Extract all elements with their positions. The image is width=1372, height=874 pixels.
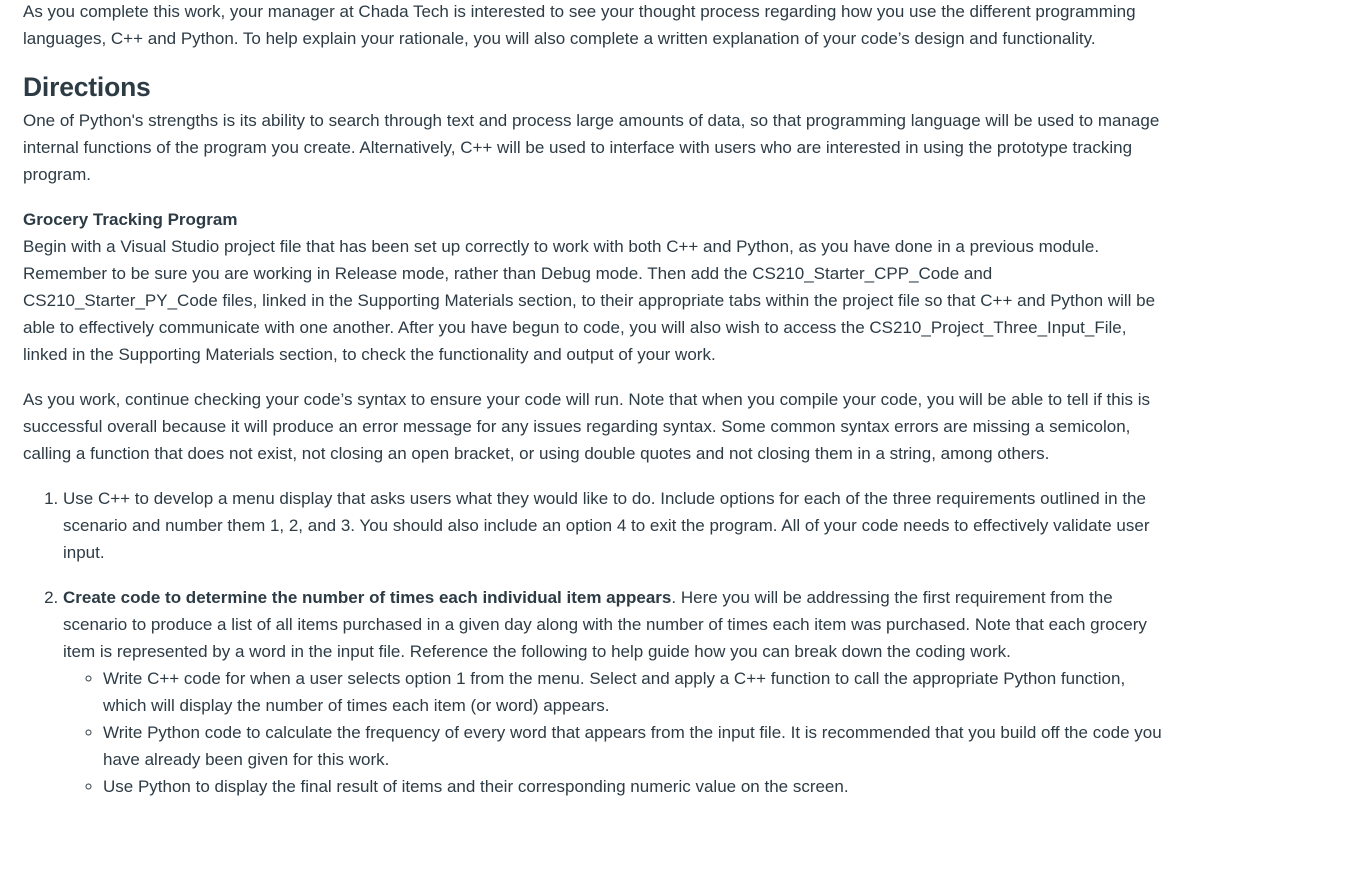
directions-heading: Directions <box>23 72 151 102</box>
grocery-paragraph: Begin with a Visual Studio project file that has been set up correctly to work with both C++ and Python, as you have done in a previous module. Remember to be sure you are working in Release mode, rather than Debug mode. Then add the CS210_Starter_CPP_Code and CS210_Starter_PY_Code files, linked in the Supporting Materials section, to their appropriate tabs within the project file so that C++ and Python will be able to effectively communicate with one another. After you have begun to code, you will also wish to access the CS210_Project_Three_Input_File, linked in the Supporting Materials section, to check the functionality and output of your work. <box>23 237 1156 364</box>
bullet-item: ◦ Write Python code to calculate the frequency of every word that appears from the input file. It is recommended that you build off the code you have already been given for this work. <box>103 719 1173 773</box>
syntax-paragraph: As you work, continue checking your code’s syntax to ensure your code will run. Note that when you compile your code, you will be able to tell if this is successful overall because it will produce an error message for any issues regarding syntax. Some common syntax errors are missing a semicolon, calling a function that does not exist, not closing an open bracket, or using double quotes and not closing them in a string, among others. <box>23 390 1150 463</box>
directions-paragraph: One of Python's strengths is its ability to search through text and process large amounts of data, so that programming language will be used to manage internal functions of the program you create. Alternatively, C++ will be used to interface with users who are interested in using the prototype tracking program. <box>23 111 1160 184</box>
grocery-heading: Grocery Tracking Program <box>23 210 238 229</box>
step-2-bold-text: Create code to determine the number of times each individual item appears <box>63 588 672 607</box>
intro-paragraph: As you complete this work, your manager at Chada Tech is interested to see your thought process regarding how you use the different programming languages, C++ and Python. To help explain your rationale, you will also complete a written explanation of your code’s design and functionality. <box>23 2 1136 48</box>
step-2-text: . Here you will be addressing the first requirement from the scenario to produce a list of all items purchased in a given day along with the number of times each item was purchased. Note that each grocery item is represented by a word in the input file. Reference the following to help guide how you can break down the coding work. <box>63 588 1147 661</box>
bullet-item: ◦ Use Python to display the final result of items and their corresponding numeric value on the screen. <box>103 773 1173 800</box>
step-2-bullets <box>63 665 1173 800</box>
step-1-text: Use C++ to develop a menu display that asks users what they would like to do. Include options for each of the three requirements outlined in the scenario and number them 1, 2, and 3. You should also include an option 4 to exit the program. All of your code needs to effectively validate user input. <box>63 489 1150 562</box>
step-item-2 <box>63 584 1173 800</box>
steps-list <box>23 485 1173 800</box>
step-item-1 <box>63 485 1173 566</box>
document-content <box>23 0 1173 818</box>
bullet-item: ◦ Write C++ code for when a user selects option 1 from the menu. Select and apply a C++ function to call the appropriate Python function, which will display the number of times each item (or word) appears. <box>103 665 1173 719</box>
